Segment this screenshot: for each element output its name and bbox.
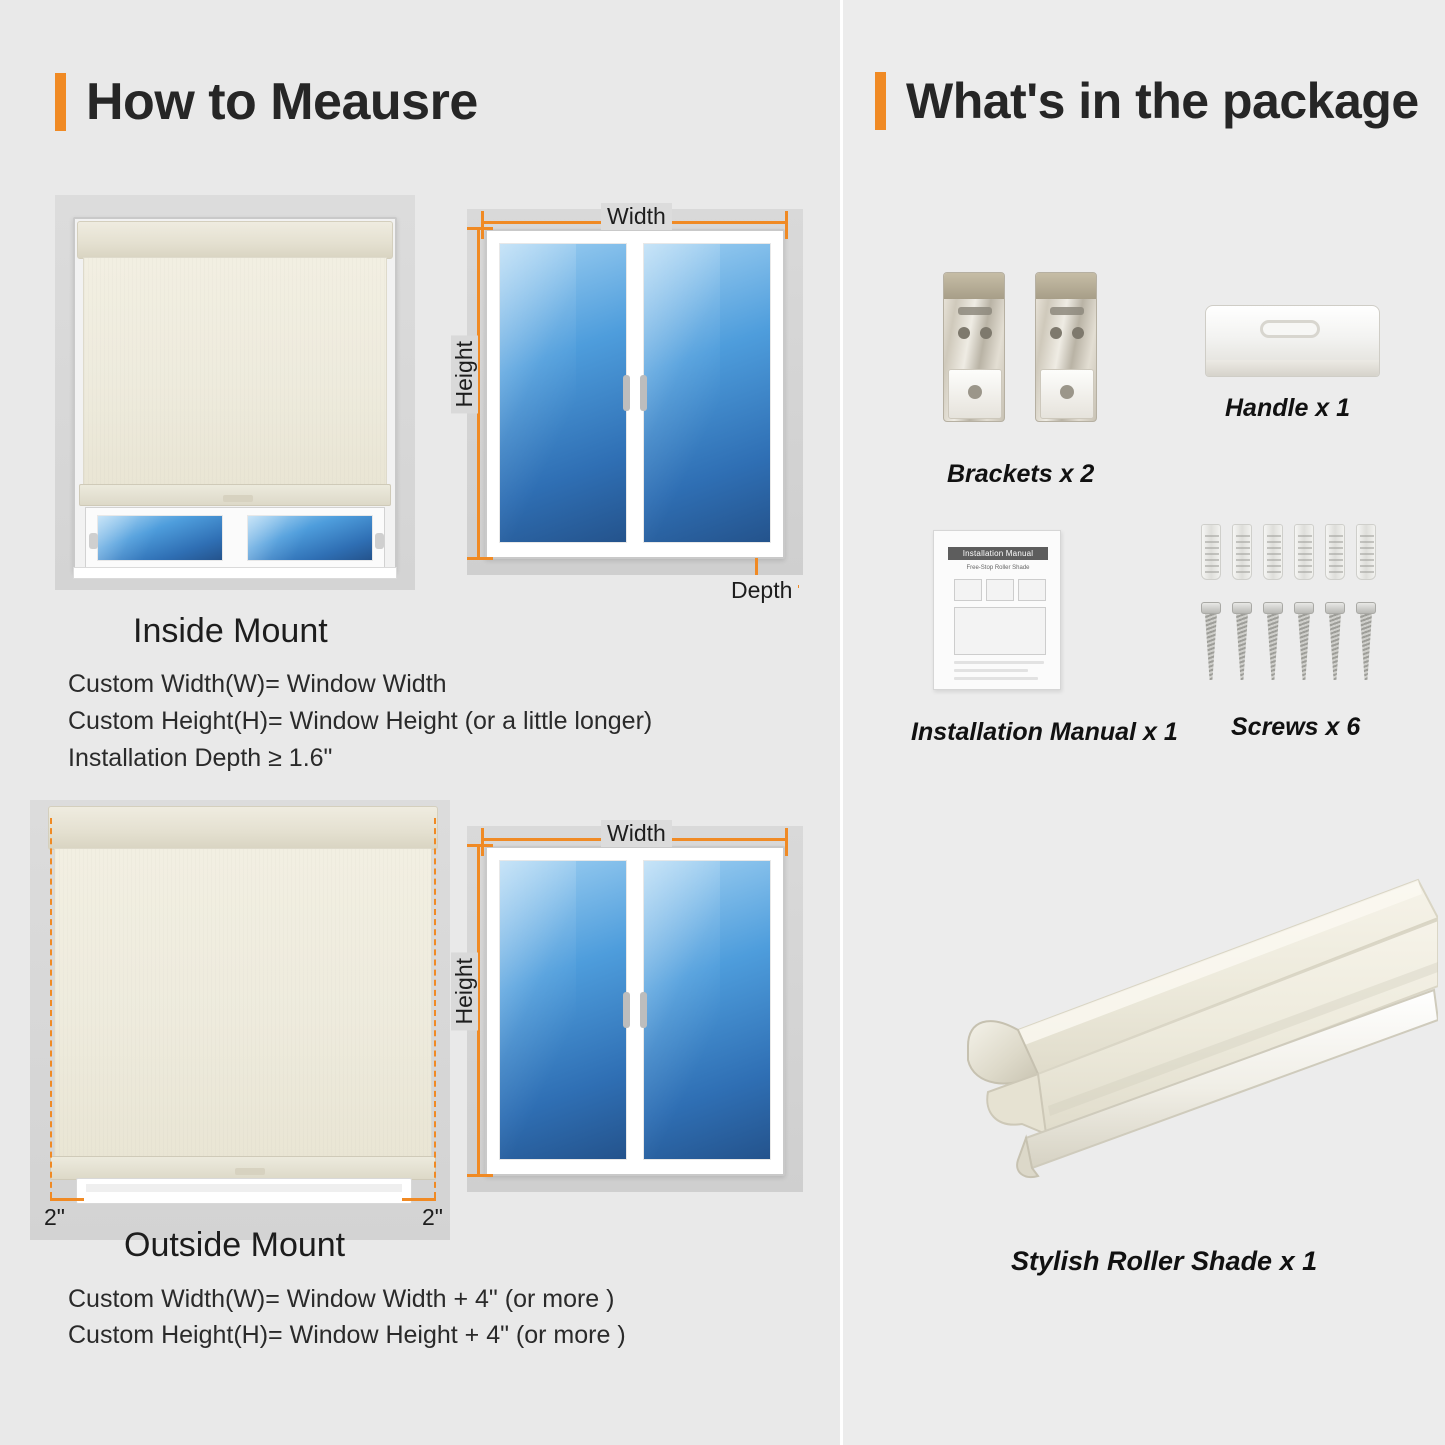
glass-pane-left bbox=[97, 515, 223, 561]
bracket-top-cap-2 bbox=[1036, 273, 1096, 299]
manual-text-line-2 bbox=[954, 669, 1028, 672]
bracket-2-icon bbox=[1035, 272, 1097, 422]
handle-label: Handle x 1 bbox=[1225, 394, 1351, 422]
shade-headrail-2 bbox=[48, 806, 438, 850]
bracket-slot-2 bbox=[1050, 307, 1084, 315]
bracket-hole-2 bbox=[980, 327, 992, 339]
outside-mount-title: Outside Mount bbox=[124, 1226, 346, 1264]
screws-label: Screws x 6 bbox=[1231, 713, 1361, 741]
screw-head bbox=[1201, 602, 1221, 614]
installation-manual-icon bbox=[933, 530, 1061, 690]
wall-anchor-2-icon bbox=[1232, 524, 1252, 580]
wall-anchor-1-icon bbox=[1201, 524, 1221, 580]
handle-grip bbox=[1260, 320, 1320, 338]
shade-pull-tab-icon bbox=[223, 495, 253, 502]
screw-4-icon bbox=[1296, 602, 1312, 680]
screws-group bbox=[1201, 524, 1401, 694]
width-guide-left-2 bbox=[481, 828, 484, 856]
bracket-hole-5 bbox=[1072, 327, 1084, 339]
glass-pane-right-2 bbox=[643, 243, 771, 543]
screw-2-icon bbox=[1234, 602, 1250, 680]
width-label-outside: Width bbox=[601, 820, 672, 847]
window-handle-left-icon bbox=[89, 533, 98, 549]
left-margin-label: 2" bbox=[44, 1204, 65, 1230]
bracket-hole-4 bbox=[1050, 327, 1062, 339]
screw-head-2 bbox=[1232, 602, 1252, 614]
brackets-label: Brackets x 2 bbox=[947, 460, 1095, 488]
screw-shaft-2 bbox=[1236, 614, 1248, 680]
wall-anchor-5-icon bbox=[1325, 524, 1345, 580]
shade-headrail bbox=[77, 221, 393, 259]
wall-anchor-6-icon bbox=[1356, 524, 1376, 580]
shade-fabric bbox=[83, 257, 387, 487]
sash-handle-d-icon bbox=[640, 992, 647, 1028]
bracket-slot bbox=[958, 307, 992, 315]
screw-shaft-6 bbox=[1360, 614, 1372, 680]
inside-spec-1: Custom Width(W)= Window Width bbox=[68, 670, 447, 698]
wall-anchor-3-icon bbox=[1263, 524, 1283, 580]
screw-shaft-5 bbox=[1329, 614, 1341, 680]
manual-figure-3 bbox=[1018, 579, 1046, 601]
width-guide-right-2 bbox=[785, 828, 788, 856]
shade-pull-tab-icon-2 bbox=[235, 1168, 265, 1175]
depth-label-inside: Depth bbox=[725, 575, 798, 606]
outside-mount-shade-illustration bbox=[30, 800, 450, 1240]
brackets-group bbox=[943, 272, 1123, 442]
bracket-hole-6 bbox=[1060, 385, 1074, 399]
screw-6-icon bbox=[1358, 602, 1374, 680]
glass-pane-right bbox=[247, 515, 373, 561]
roller-shade-illustration bbox=[898, 860, 1438, 1260]
manual-subtitle: Free-Stop Roller Shade bbox=[966, 565, 1030, 571]
screw-head-3 bbox=[1263, 602, 1283, 614]
screw-head-5 bbox=[1325, 602, 1345, 614]
screw-5-icon bbox=[1327, 602, 1343, 680]
manual-figure-1 bbox=[954, 579, 982, 601]
screw-shaft bbox=[1205, 614, 1217, 680]
glass-pane-left-2 bbox=[499, 243, 627, 543]
screw-shaft-3 bbox=[1267, 614, 1279, 680]
outside-spec-2: Custom Height(H)= Window Height + 4" (or more ) bbox=[68, 1321, 626, 1349]
how-to-measure-heading bbox=[55, 72, 478, 132]
roller-shade-product-image bbox=[898, 860, 1438, 1260]
handle-icon bbox=[1205, 305, 1380, 377]
window-sill bbox=[73, 567, 397, 579]
bracket-hole-1 bbox=[958, 327, 970, 339]
accent-bar-icon bbox=[55, 73, 66, 131]
inside-mount-title: Inside Mount bbox=[133, 612, 328, 650]
handle-lip bbox=[1206, 360, 1379, 376]
shade-fabric-2 bbox=[54, 848, 432, 1160]
screw-head-6 bbox=[1356, 602, 1376, 614]
width-guide-right bbox=[785, 211, 788, 239]
left-margin-arrow bbox=[50, 1198, 84, 1201]
bracket-hole-3 bbox=[968, 385, 982, 399]
bracket-top-cap bbox=[944, 273, 1004, 299]
how-to-measure-title: How to Meausre bbox=[86, 73, 478, 131]
sash-handle-a-icon bbox=[623, 375, 630, 411]
height-label-inside: Height bbox=[451, 335, 478, 413]
inside-mount-measure-diagram bbox=[451, 195, 815, 605]
glass-pane-right-3 bbox=[643, 860, 771, 1160]
wall-anchor-4-icon bbox=[1294, 524, 1314, 580]
sash-handle-c-icon bbox=[623, 992, 630, 1028]
right-margin-label: 2" bbox=[422, 1204, 443, 1230]
manual-figure-2 bbox=[986, 579, 1014, 601]
outside-spec-1: Custom Width(W)= Window Width + 4" (or more ) bbox=[68, 1285, 615, 1313]
height-guide-top-2 bbox=[467, 844, 493, 847]
inside-spec-2: Custom Height(H)= Window Height (or a little longer) bbox=[68, 707, 653, 735]
height-guide-bottom-2 bbox=[467, 1174, 493, 1177]
inside-mount-shade-illustration bbox=[55, 195, 415, 590]
screw-head-4 bbox=[1294, 602, 1314, 614]
height-label-outside: Height bbox=[451, 952, 478, 1030]
accent-bar-icon-2 bbox=[875, 72, 886, 130]
roller-shade-label: Stylish Roller Shade x 1 bbox=[1011, 1246, 1318, 1276]
package-title: What's in the package bbox=[906, 73, 1419, 129]
manual-text-line-3 bbox=[954, 677, 1038, 680]
manual-title: Installation Manual bbox=[948, 547, 1048, 560]
screw-3-icon bbox=[1265, 602, 1281, 680]
height-guide-bottom bbox=[467, 557, 493, 560]
window-handle-right-icon bbox=[375, 533, 384, 549]
left-extension-guide bbox=[50, 818, 52, 1198]
manual-text-line-1 bbox=[954, 661, 1044, 664]
outside-mount-measure-diagram bbox=[451, 812, 815, 1222]
width-guide-left bbox=[481, 211, 484, 239]
glass-pane-left-3 bbox=[499, 860, 627, 1160]
package-heading bbox=[875, 72, 1419, 130]
screw-shaft-4 bbox=[1298, 614, 1310, 680]
width-label-inside: Width bbox=[601, 203, 672, 230]
sash-handle-b-icon bbox=[640, 375, 647, 411]
right-extension-guide bbox=[434, 818, 436, 1198]
package-contents-panel bbox=[840, 0, 1445, 1445]
height-guide-top bbox=[467, 227, 493, 230]
bracket-1-icon bbox=[943, 272, 1005, 422]
inside-spec-3: Installation Depth ≥ 1.6" bbox=[68, 744, 333, 772]
manual-figure-large bbox=[954, 607, 1046, 655]
installation-manual-label: Installation Manual x 1 bbox=[911, 718, 1178, 746]
right-margin-arrow bbox=[402, 1198, 436, 1201]
screw-1-icon bbox=[1203, 602, 1219, 680]
sill-shadow bbox=[86, 1184, 402, 1192]
